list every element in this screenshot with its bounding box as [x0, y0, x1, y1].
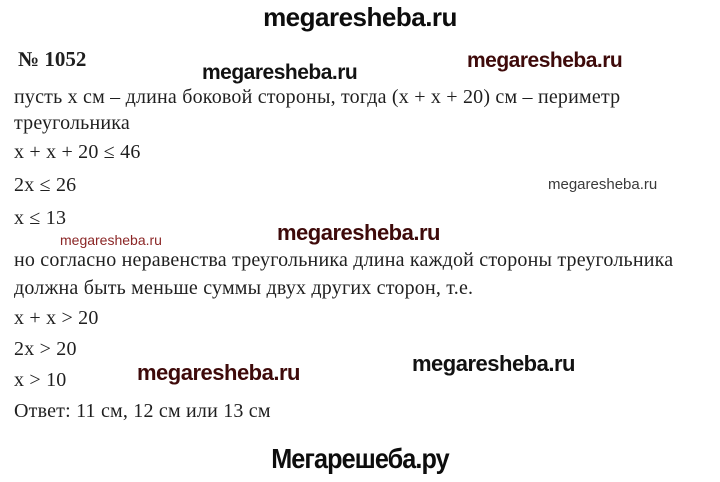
watermark: megaresheba.ru — [202, 61, 358, 84]
watermark: megaresheba.ru — [277, 220, 440, 245]
solution-intro-line-1: пусть х см – длина боковой стороны, тогда (х + х + 20) см – периметр — [14, 86, 621, 108]
equation-perimeter: х + х + 20 ≤ 46 — [14, 141, 141, 163]
watermark: megaresheba.ru — [467, 49, 623, 72]
equation-2x-le-26: 2х ≤ 26 — [14, 174, 77, 196]
solution-intro-line-2: треугольника — [14, 112, 131, 134]
watermark: megaresheba.ru — [60, 232, 162, 248]
equation-x-plus-x-gt-20: х + х > 20 — [14, 307, 99, 329]
equation-x-le-13: х ≤ 13 — [14, 207, 67, 229]
solution-reason-line-1: но согласно неравенства треугольника длина каждой стороны треугольника — [14, 249, 674, 271]
answer-line: Ответ: 11 см, 12 см или 13 см — [14, 400, 271, 422]
problem-number: № 1052 — [18, 47, 87, 71]
watermark: megaresheba.ru — [548, 176, 658, 193]
site-title-bottom: Мегарешеба.ру — [271, 443, 449, 474]
watermark: megaresheba.ru — [412, 351, 575, 376]
equation-2x-gt-20: 2х > 20 — [14, 338, 77, 360]
watermark: megaresheba.ru — [137, 360, 300, 385]
site-title-top: megaresheba.ru — [263, 2, 457, 32]
solution-reason-line-2: должна быть меньше суммы двух других сторон, т.е. — [14, 277, 474, 299]
equation-x-gt-10: х > 10 — [14, 369, 67, 391]
